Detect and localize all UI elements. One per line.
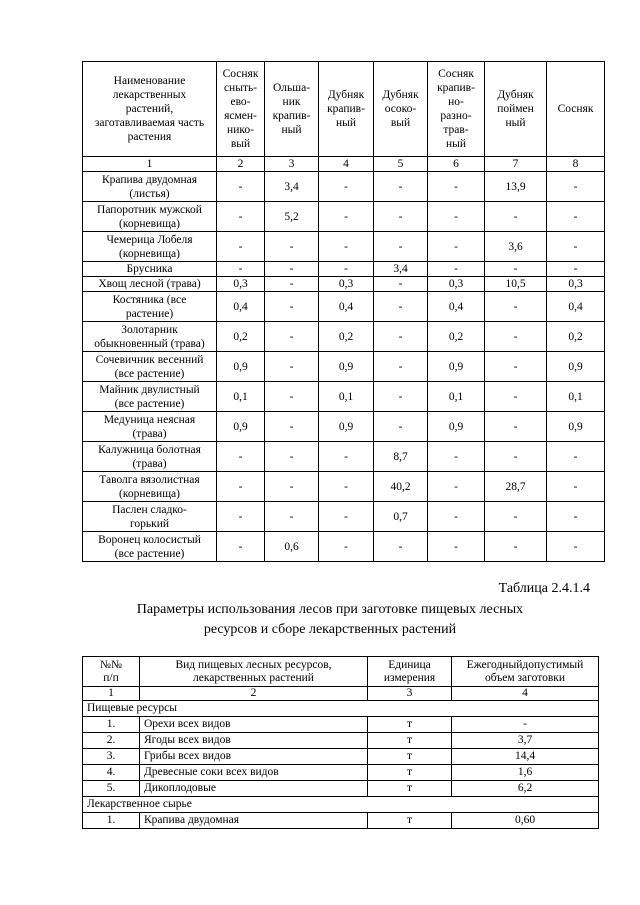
- stock-value: 0,4: [319, 292, 374, 322]
- stock-value: -: [428, 442, 485, 472]
- stock-value: 0,7: [374, 502, 428, 532]
- volume: 1,6: [452, 765, 599, 781]
- row-number: 4.: [83, 765, 140, 781]
- stock-value: -: [265, 277, 319, 292]
- column-number: 4: [452, 687, 599, 701]
- stock-value: -: [265, 292, 319, 322]
- stock-value: -: [547, 262, 605, 277]
- resource-name: Дикоплодовые: [140, 781, 368, 797]
- table-caption: Таблица 2.4.1.4: [498, 581, 590, 596]
- stock-value: 3,6: [485, 232, 547, 262]
- stock-value: -: [217, 202, 265, 232]
- stock-value: 0,3: [319, 277, 374, 292]
- stock-value: 0,1: [547, 382, 605, 412]
- stock-value: 0,4: [428, 292, 485, 322]
- unit: т: [368, 733, 452, 749]
- stock-value: -: [485, 352, 547, 382]
- stock-value: 0,6: [265, 532, 319, 562]
- stock-value: -: [428, 262, 485, 277]
- stock-value: 0,2: [319, 322, 374, 352]
- stock-value: 0,9: [217, 412, 265, 442]
- table-row: [83, 322, 605, 352]
- header-cell: Дубняк поймен ный: [485, 62, 547, 157]
- stock-value: -: [265, 352, 319, 382]
- table-row: [83, 442, 605, 472]
- column-number: 1: [83, 157, 217, 172]
- unit: т: [368, 717, 452, 733]
- stock-value: -: [547, 502, 605, 532]
- table-row: [83, 277, 605, 292]
- medicinal-plants-table: [82, 61, 605, 562]
- stock-value: -: [265, 262, 319, 277]
- stock-value: -: [374, 412, 428, 442]
- plant-name: Чемерица Лобеля (корневища): [83, 232, 217, 262]
- unit: т: [368, 749, 452, 765]
- header-cell: Наименование лекарственных растений, заготавливаемая часть растения: [83, 62, 217, 157]
- stock-value: -: [485, 202, 547, 232]
- header-cell: Сосняк крапив- но- разно- трав- ный: [428, 62, 485, 157]
- stock-value: -: [428, 202, 485, 232]
- stock-value: 0,3: [547, 277, 605, 292]
- header-cell: №№ п/п: [83, 657, 140, 687]
- header-cell: Дубняк крапив- ный: [319, 62, 374, 157]
- stock-value: 0,1: [319, 382, 374, 412]
- table-row: [83, 202, 605, 232]
- stock-value: -: [217, 262, 265, 277]
- stock-value: -: [319, 442, 374, 472]
- stock-value: -: [547, 532, 605, 562]
- table-row: [83, 502, 605, 532]
- stock-value: -: [217, 472, 265, 502]
- resource-name: Крапива двудомная: [140, 813, 368, 829]
- stock-value: 0,9: [319, 352, 374, 382]
- table-row: [83, 733, 599, 749]
- table1-number-row: [83, 157, 605, 172]
- stock-value: -: [547, 232, 605, 262]
- header-cell: Сосняк: [547, 62, 605, 157]
- stock-value: -: [547, 172, 605, 202]
- stock-value: 0,2: [428, 322, 485, 352]
- stock-value: 0,4: [547, 292, 605, 322]
- row-number: 2.: [83, 733, 140, 749]
- stock-value: -: [265, 442, 319, 472]
- stock-value: 10,5: [485, 277, 547, 292]
- table-row: [83, 765, 599, 781]
- resource-name: Ягоды всех видов: [140, 733, 368, 749]
- stock-value: -: [428, 532, 485, 562]
- stock-value: 28,7: [485, 472, 547, 502]
- stock-value: -: [265, 472, 319, 502]
- stock-value: -: [374, 382, 428, 412]
- table-title: [120, 600, 540, 640]
- stock-value: -: [319, 532, 374, 562]
- header-cell: Ежегодныйдопустимый объем заготовки: [452, 657, 599, 687]
- stock-value: 0,9: [319, 412, 374, 442]
- stock-value: -: [265, 412, 319, 442]
- unit: т: [368, 813, 452, 829]
- plant-name: Медуница неясная (трава): [83, 412, 217, 442]
- stock-value: -: [485, 382, 547, 412]
- unit: т: [368, 781, 452, 797]
- stock-value: -: [485, 502, 547, 532]
- stock-value: -: [265, 382, 319, 412]
- stock-value: -: [374, 202, 428, 232]
- stock-value: -: [485, 322, 547, 352]
- stock-value: 40,2: [374, 472, 428, 502]
- resource-name: Грибы всех видов: [140, 749, 368, 765]
- forest-resources-table: [82, 656, 599, 829]
- table2-header-row: [83, 657, 599, 687]
- stock-value: -: [428, 502, 485, 532]
- stock-value: -: [374, 352, 428, 382]
- stock-value: 0,3: [217, 277, 265, 292]
- plant-name: Воронец колосистый (все растение): [83, 532, 217, 562]
- stock-value: 0,9: [428, 412, 485, 442]
- stock-value: 8,7: [374, 442, 428, 472]
- plant-name: Крапива двудомная (листья): [83, 172, 217, 202]
- table-title-line: ресурсов и сборе лекарственных растений: [203, 622, 457, 637]
- plant-name: Хвощ лесной (трава): [83, 277, 217, 292]
- table-row: [83, 813, 599, 829]
- stock-value: -: [485, 412, 547, 442]
- row-number: 5.: [83, 781, 140, 797]
- table-row: [83, 472, 605, 502]
- table-row: [83, 532, 605, 562]
- plant-name: Паслен сладко- горький: [83, 502, 217, 532]
- stock-value: -: [547, 202, 605, 232]
- unit: т: [368, 765, 452, 781]
- header-cell: Единица измерения: [368, 657, 452, 687]
- header-cell: Сосняк сныть- ево- ясмен- нико- вый: [217, 62, 265, 157]
- table-row: [83, 262, 605, 277]
- stock-value: 0,9: [428, 352, 485, 382]
- plant-name: Майник двулистный (все растение): [83, 382, 217, 412]
- stock-value: -: [265, 232, 319, 262]
- header-cell: Вид пищевых лесных ресурсов, лекарственных растений: [140, 657, 368, 687]
- volume: 6,2: [452, 781, 599, 797]
- section-row: [83, 701, 599, 717]
- table1-body: [83, 172, 605, 562]
- column-number: 3: [368, 687, 452, 701]
- stock-value: -: [217, 502, 265, 532]
- resource-name: Древесные соки всех видов: [140, 765, 368, 781]
- row-number: 3.: [83, 749, 140, 765]
- stock-value: -: [319, 172, 374, 202]
- stock-value: 0,9: [547, 412, 605, 442]
- stock-value: -: [319, 262, 374, 277]
- volume: -: [452, 717, 599, 733]
- stock-value: -: [319, 232, 374, 262]
- plant-name: Золотарник обыкновенный (трава): [83, 322, 217, 352]
- column-number: 4: [319, 157, 374, 172]
- stock-value: -: [374, 172, 428, 202]
- stock-value: 0,9: [217, 352, 265, 382]
- table-row: [83, 382, 605, 412]
- stock-value: -: [217, 532, 265, 562]
- stock-value: -: [217, 172, 265, 202]
- stock-value: -: [374, 322, 428, 352]
- stock-value: -: [547, 442, 605, 472]
- column-number: 1: [83, 687, 140, 701]
- stock-value: -: [217, 232, 265, 262]
- section-label: Лекарственное сырье: [83, 797, 599, 813]
- stock-value: 0,2: [547, 322, 605, 352]
- stock-value: 13,9: [485, 172, 547, 202]
- stock-value: 5,2: [265, 202, 319, 232]
- header-cell: Ольша- ник крапив- ный: [265, 62, 319, 157]
- stock-value: 0,4: [217, 292, 265, 322]
- stock-value: -: [428, 232, 485, 262]
- stock-value: -: [485, 532, 547, 562]
- stock-value: -: [374, 532, 428, 562]
- stock-value: -: [428, 172, 485, 202]
- stock-value: 0,3: [428, 277, 485, 292]
- table2-number-row: [83, 687, 599, 701]
- volume: 14,4: [452, 749, 599, 765]
- stock-value: -: [485, 292, 547, 322]
- table-row: [83, 412, 605, 442]
- table-row: [83, 172, 605, 202]
- table1-header-row: [83, 62, 605, 157]
- stock-value: -: [319, 502, 374, 532]
- plant-name: Таволга вязолистная (корневища): [83, 472, 217, 502]
- column-number: 6: [428, 157, 485, 172]
- row-number: 1.: [83, 813, 140, 829]
- resource-name: Орехи всех видов: [140, 717, 368, 733]
- volume: 0,60: [452, 813, 599, 829]
- column-number: 3: [265, 157, 319, 172]
- stock-value: -: [428, 472, 485, 502]
- section-label: Пищевые ресурсы: [83, 701, 599, 717]
- stock-value: 3,4: [265, 172, 319, 202]
- stock-value: 0,9: [547, 352, 605, 382]
- stock-value: -: [547, 472, 605, 502]
- column-number: 8: [547, 157, 605, 172]
- plant-name: Сочевичник весенний (все растение): [83, 352, 217, 382]
- plant-name: Брусника: [83, 262, 217, 277]
- stock-value: 0,1: [428, 382, 485, 412]
- plant-name: Калужница болотная (трава): [83, 442, 217, 472]
- stock-value: -: [485, 442, 547, 472]
- table2-body: [83, 701, 599, 829]
- stock-value: -: [485, 262, 547, 277]
- stock-value: -: [217, 442, 265, 472]
- stock-value: -: [374, 232, 428, 262]
- plant-name: Папоротник мужской (корневища): [83, 202, 217, 232]
- stock-value: -: [265, 322, 319, 352]
- table-row: [83, 292, 605, 322]
- volume: 3,7: [452, 733, 599, 749]
- stock-value: 0,2: [217, 322, 265, 352]
- section-row: [83, 797, 599, 813]
- stock-value: -: [319, 202, 374, 232]
- column-number: 2: [140, 687, 368, 701]
- table-row: [83, 352, 605, 382]
- table-row: [83, 232, 605, 262]
- stock-value: -: [319, 472, 374, 502]
- header-cell: Дубняк осоко- вый: [374, 62, 428, 157]
- table-row: [83, 749, 599, 765]
- stock-value: 3,4: [374, 262, 428, 277]
- stock-value: -: [374, 277, 428, 292]
- stock-value: 0,1: [217, 382, 265, 412]
- column-number: 2: [217, 157, 265, 172]
- stock-value: -: [265, 502, 319, 532]
- table-row: [83, 717, 599, 733]
- column-number: 5: [374, 157, 428, 172]
- row-number: 1.: [83, 717, 140, 733]
- plant-name: Костяника (все растение): [83, 292, 217, 322]
- table-row: [83, 781, 599, 797]
- table-title-line: Параметры использования лесов при заготовке пищевых лесных: [136, 602, 524, 617]
- column-number: 7: [485, 157, 547, 172]
- stock-value: -: [374, 292, 428, 322]
